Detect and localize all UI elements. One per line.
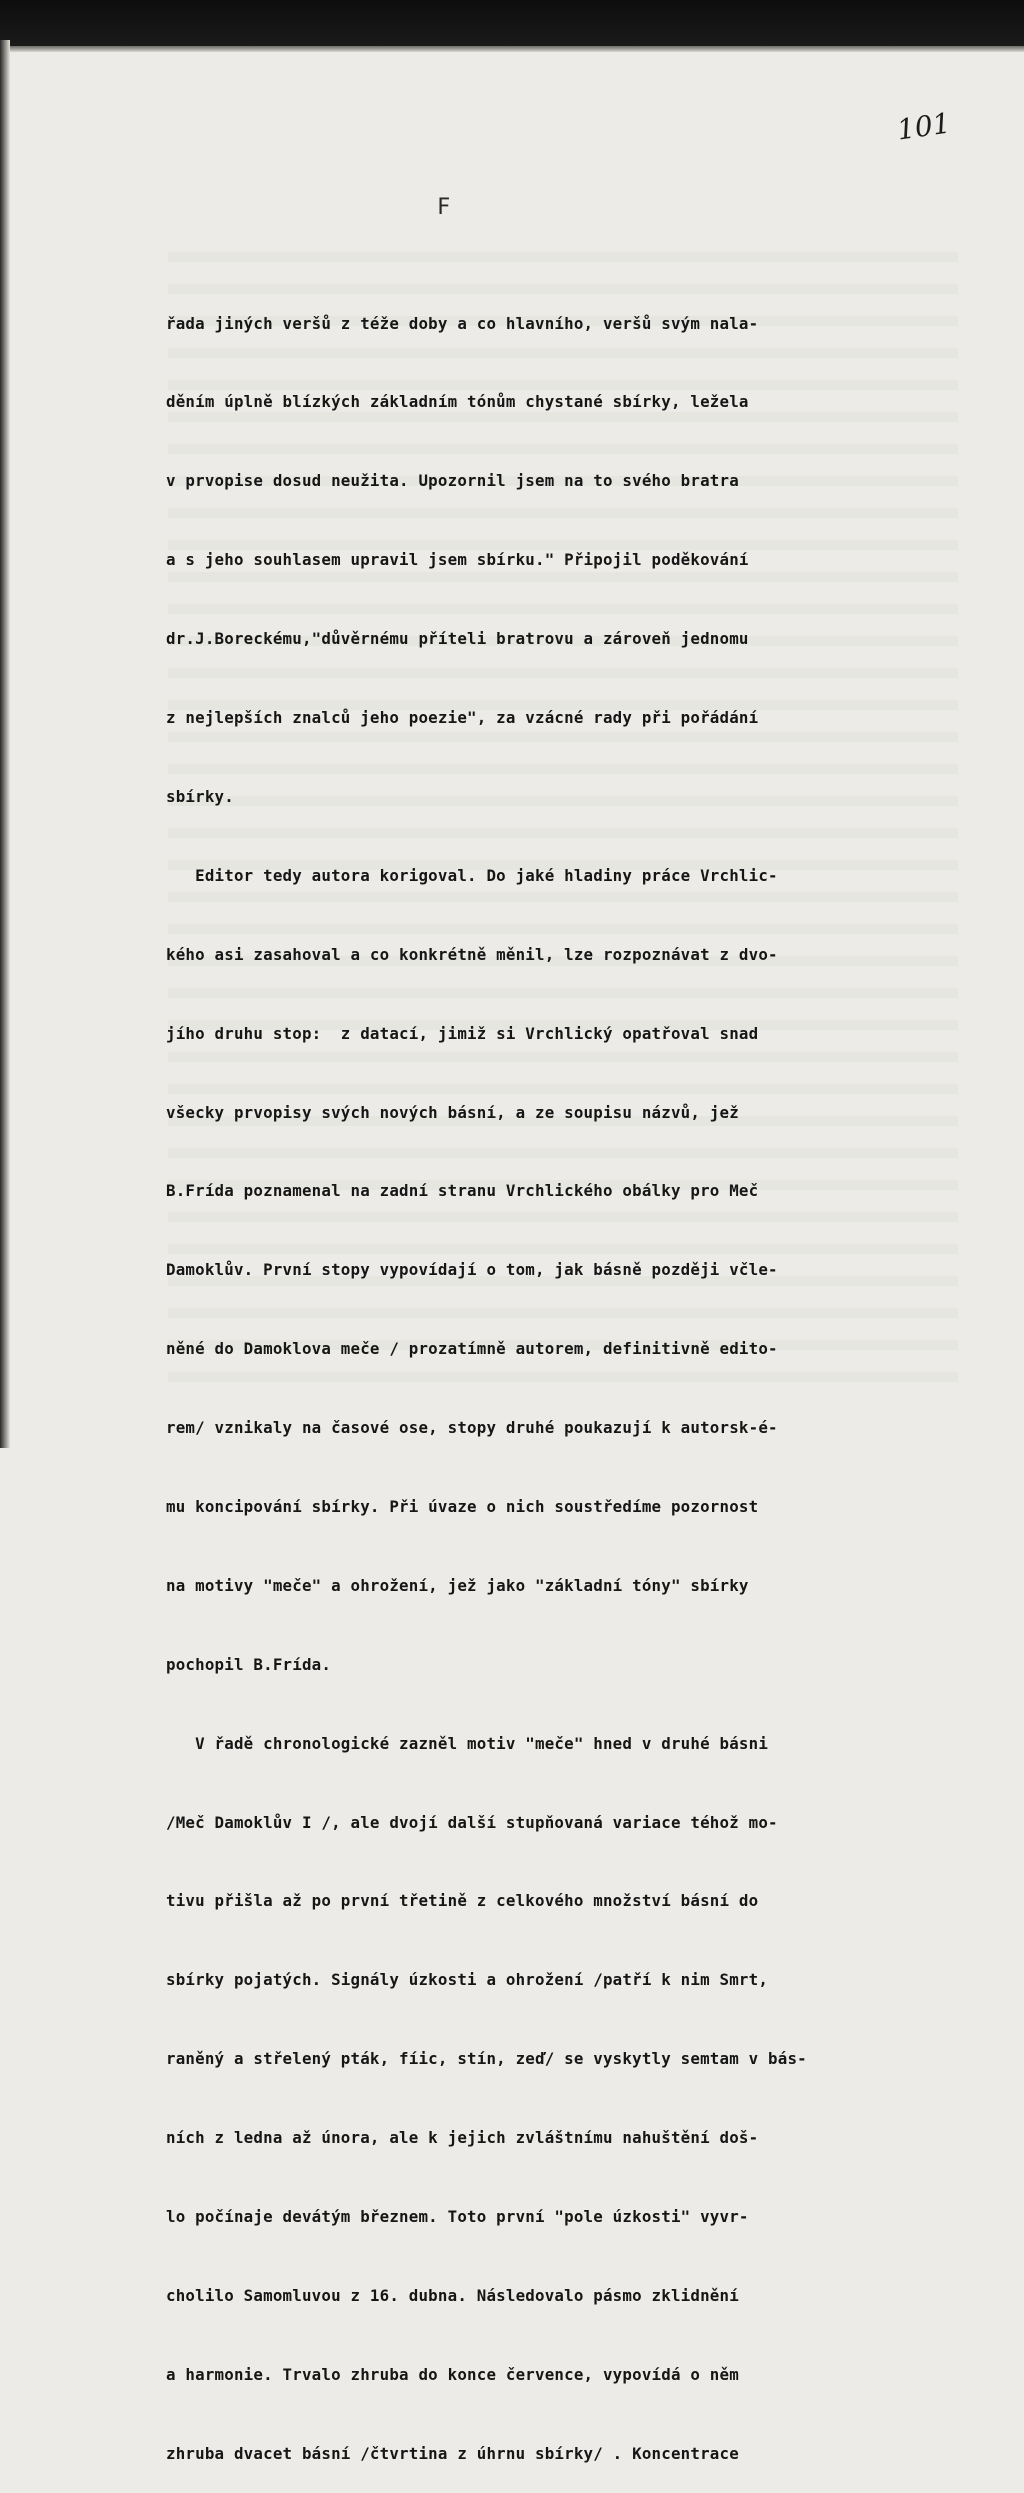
- text-line: v prvopise dosud neužita. Upozornil jsem na to svého bratra: [166, 471, 739, 491]
- text-line: a s jeho souhlasem upravil jsem sbírku." Připojil poděkování: [166, 550, 749, 570]
- text-line: V řadě chronologické zazněl motiv "meče" hned v druhé básni: [166, 1733, 769, 1753]
- text-line: děním úplně blízkých základním tónům chystané sbírky, ležela: [166, 392, 749, 412]
- scan-top-shadow: [0, 46, 1024, 52]
- scan-top-edge: [0, 0, 1024, 46]
- text-line: pochopil B.Frída.: [166, 1654, 332, 1674]
- text-line: z nejlepších znalců jeho poezie", za vzácné rady při pořádání: [166, 708, 759, 728]
- text-line: všecky prvopisy svých nových básní, a ze soupisu názvů, jež: [166, 1102, 739, 1122]
- text-line: Damoklův. První stopy vypovídají o tom, jak básně později včle-: [166, 1260, 778, 1280]
- text-line: ních z ledna až února, ale k jejich zvláštnímu nahuštění doš-: [166, 2128, 759, 2148]
- text-line: dr.J.Boreckému,"důvěrnému příteli bratrovu a zároveň jednomu: [166, 629, 749, 649]
- text-line: B.Frída poznamenal na zadní stranu Vrchlického obálky pro Meč: [166, 1181, 759, 1201]
- text-line: rem/ vznikaly na časové ose, stopy druhé poukazují k autorsk-é-: [166, 1418, 778, 1438]
- body-text: [166, 258, 966, 2493]
- text-line: řada jiných veršů z téže doby a co hlavního, veršů svým nala-: [166, 313, 759, 333]
- text-line: kého asi zasahoval a co konkrétně měnil, lze rozpoznávat z dvo-: [166, 944, 778, 964]
- text-line: lo počínaje devátým březnem. Toto první "pole úzkosti" vyvr-: [166, 2206, 749, 2226]
- text-line: raněný a střelený pták, fíic, stín, zeď/ se vyskytly semtam v bás-: [166, 2049, 807, 2069]
- text-line: sbírky pojatých. Signály úzkosti a ohrožení /patří k nim Smrt,: [166, 1970, 769, 1990]
- text-line: sbírky.: [166, 786, 234, 806]
- page-number: 101: [894, 106, 953, 147]
- text-line: mu koncipování sbírky. Při úvaze o nich soustředíme pozornost: [166, 1496, 759, 1516]
- corner-mark: F: [437, 195, 451, 220]
- text-line: /Meč Damoklův I /, ale dvojí další stupňovaná variace téhož mo-: [166, 1812, 778, 1832]
- text-line: něné do Damoklova meče / prozatímně autorem, definitivně edito-: [166, 1339, 778, 1359]
- text-line: jího druhu stop: z datací, jimiž si Vrchlický opatřoval snad: [166, 1023, 759, 1043]
- scan-left-edge: [0, 40, 10, 1448]
- text-line: Editor tedy autora korigoval. Do jaké hladiny práce Vrchlic-: [166, 865, 778, 885]
- text-line: na motivy "meče" a ohrožení, jež jako "základní tóny" sbírky: [166, 1575, 749, 1595]
- text-line: zhruba dvacet básní /čtvrtina z úhrnu sbírky/ . Koncentrace: [166, 2443, 739, 2463]
- text-line: tivu přišla až po první třetině z celkového množství básní do: [166, 1891, 759, 1911]
- text-line: a harmonie. Trvalo zhruba do konce července, vypovídá o něm: [166, 2364, 739, 2384]
- text-line: cholilo Samomluvou z 16. dubna. Následovalo pásmo zklidnění: [166, 2285, 739, 2305]
